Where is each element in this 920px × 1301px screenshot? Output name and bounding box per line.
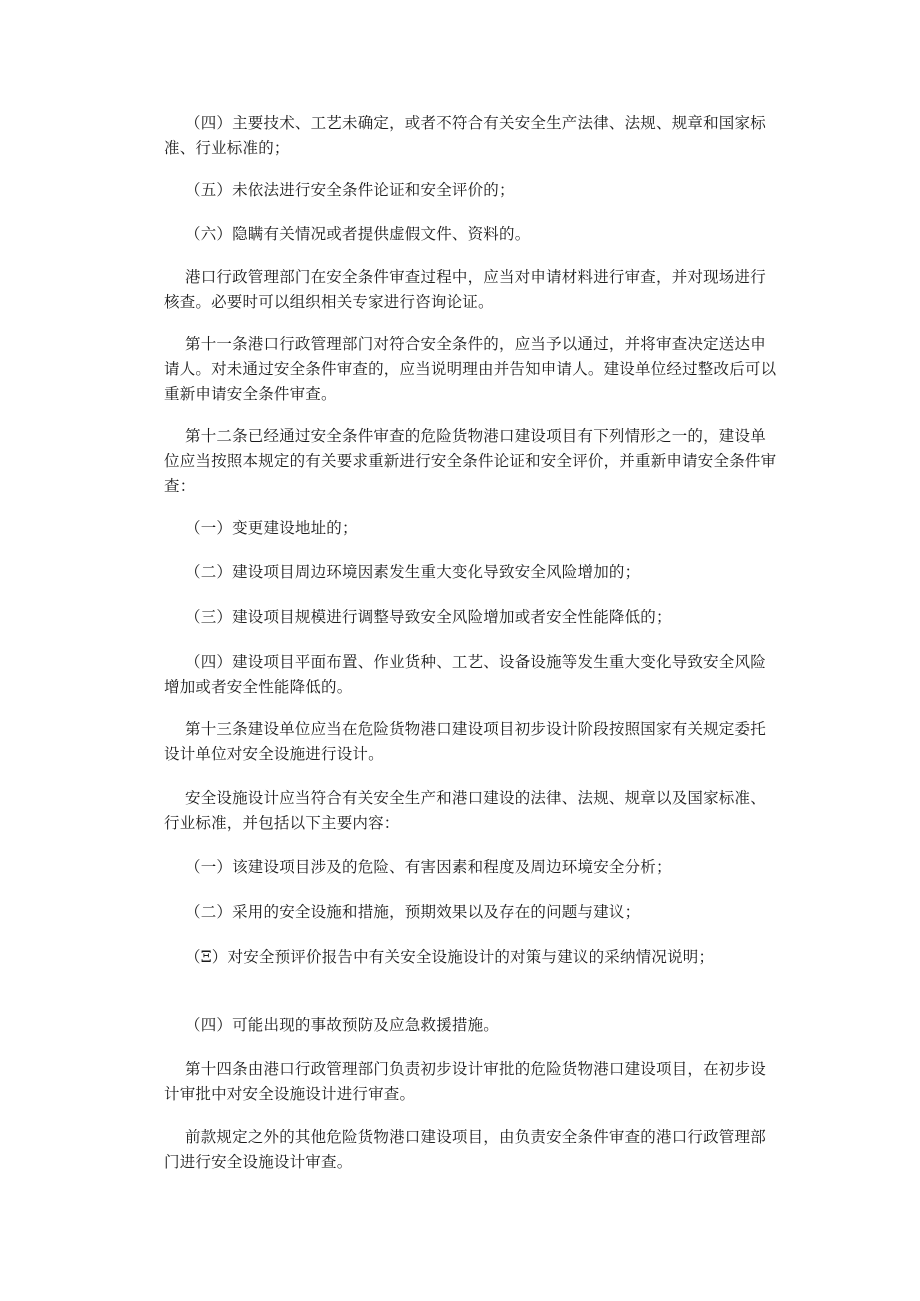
paragraph-article-12-item-1: （一）变更建设地址的； xyxy=(185,519,358,537)
paragraph-design-item-3: （Ξ）对安全预评价报告中有关安全设施设计的对策与建议的采纳情况说明； xyxy=(185,948,715,966)
paragraph-other-projects: 前款规定之外的其他危险货物港口建设项目，由负责安全条件审查的港口行政管理部门进行安全设施设计审查。 xyxy=(164,1128,766,1171)
paragraph-design-item-2: （二）采用的安全设施和措施，预期效果以及存在的问题与建议； xyxy=(185,903,641,921)
paragraph-article-12-item-3: （三）建设项目规模进行调整导致安全风险增加或者安全性能降低的； xyxy=(185,608,672,626)
paragraph-article-12-item-4: （四）建设项目平面布置、作业货种、工艺、设备设施等发生重大变化导致安全风险增加或者安全性能降低的。 xyxy=(164,653,766,696)
paragraph-article-12-item-2: （二）建设项目周边环境因素发生重大变化导致安全风险增加的； xyxy=(185,563,641,581)
paragraph-review-process: 港口行政管理部门在安全条件审查过程中，应当对申请材料进行审查，并对现场进行核查。必要时可以组织相关专家进行咨询论证。 xyxy=(164,268,766,311)
paragraph-article-14: 第十四条由港口行政管理部门负责初步设计审批的危险货物港口建设项目，在初步设计审批中对安全设施设计进行审查。 xyxy=(164,1060,766,1103)
paragraph-article-12: 第十二条已经通过安全条件审查的危险货物港口建设项目有下列情形之一的，建设单位应当按照本规定的有关要求重新进行安全条件论证和安全评价，并重新申请安全条件审查： xyxy=(164,427,777,495)
paragraph-article-13: 第十三条建设单位应当在危险货物港口建设项目初步设计阶段按照国家有关规定委托设计单位对安全设施进行设计。 xyxy=(164,720,766,763)
paragraph-design-requirements: 安全设施设计应当符合有关安全生产和港口建设的法律、法规、规章以及国家标准、行业标准，并包括以下主要内容： xyxy=(164,789,766,832)
paragraph-item-6: （六）隐瞒有关情况或者提供虚假文件、资料的。 xyxy=(185,225,531,243)
paragraph-item-5: （五）未依法进行安全条件论证和安全评价的； xyxy=(185,181,515,199)
paragraph-item-4: （四）主要技术、工艺未确定，或者不符合有关安全生产法律、法规、规章和国家标准、行业标准的； xyxy=(164,114,766,157)
paragraph-design-item-4: （四）可能出现的事故预防及应急救援措施。 xyxy=(185,1016,500,1034)
paragraph-design-item-1: （一）该建设项目涉及的危险、有害因素和程度及周边环境安全分析； xyxy=(185,858,672,876)
paragraph-article-11: 第十一条港口行政管理部门对符合安全条件的，应当予以通过，并将审查决定送达申请人。对未通过安全条件审查的，应当说明理由并告知申请人。建设单位经过整改后可以重新申请安全条件审查。 xyxy=(164,335,777,403)
